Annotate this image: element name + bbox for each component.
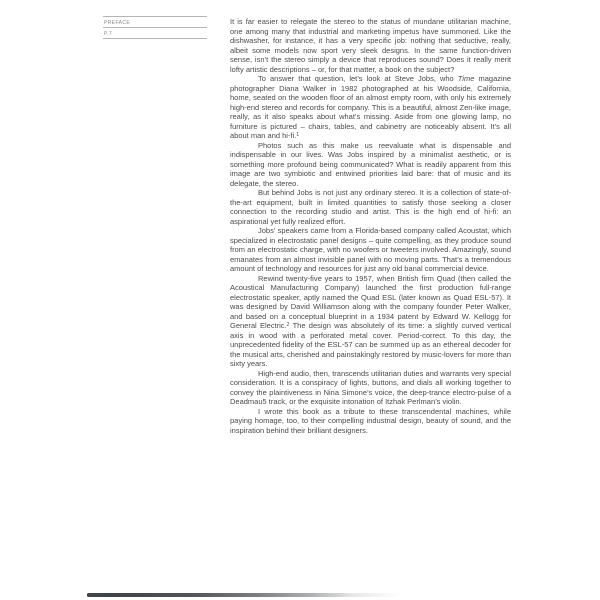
body-paragraph	[230, 74, 511, 141]
body-paragraph	[230, 141, 511, 189]
body-paragraph	[230, 369, 511, 407]
text-run: But behind Jobs is not just any ordinary stereo. It is a collection of state-of-the-art equipment, built in limited quantities to satisfy those seeking a closer connection to the recording studio and artist. This is the high end of hi-fi: an aspirational yet fully realized effort.	[230, 188, 511, 226]
page-number: P.7	[103, 28, 207, 39]
body-text	[230, 17, 511, 435]
body-paragraph	[230, 274, 511, 369]
text-run: Jobs’ speakers came from a Florida-based company called Acoustat, which specialized in electrostatic panel designs – quite compelling, as they produce sound from an electrostatic charge, with no woofers or tweeters involved. Amazingly, sound emanates from an almost invisible panel with no moving parts. That’s a tremendous amount of technology and resources for just any old banal commercial device.	[230, 226, 511, 273]
text-run: To answer that question, let’s look at Steve Jobs, who	[258, 74, 458, 83]
body-paragraph	[230, 226, 511, 274]
page-edge-shadow	[87, 593, 400, 597]
body-paragraph	[230, 17, 511, 74]
footnote-marker: 2	[286, 322, 290, 328]
text-run: High-end audio, then, transcends utilitarian duties and warrants very special consideration. It is a conspiracy of lights, buttons, and dials all working together to convey the plaintiveness in Nina Simone’s voice, the deep-trance electro-pulse of a Deadmau5 track, or the exquisite intonation of Itzhak Perlman’s violin.	[230, 368, 511, 406]
body-paragraph	[230, 188, 511, 226]
text-run: I wrote this book as a tribute to these transcendental machines, while paying homage, too, to their compelling industrial design, beauty of sound, and the inspiration behind their brilliant designers.	[230, 406, 511, 435]
text-run: The design was absolutely of its time: a slightly curved vertical axis in wood with a perforated metal cover. Period-correct. To this day, the unprecedented fidelity of the ESL-57 can be summed up as an ethereal decoder for the musical arts, cherished and painstakingly restored by music-lovers for more than sixty years.	[230, 321, 512, 368]
text-run: Rewind twenty-five years to 1957, when British firm Quad (then called the Acoustical Manufacturing Company) launched the first production full-range electrostatic speaker, aptly named the Quad ESL (later known as Quad ESL-57). It was designed by David Williamson along with the company founder Peter Walker, and based on a conceptual blueprint in a 1934 patent by Edward W. Kellogg for General Electric.	[230, 273, 511, 330]
text-run: It is far easier to relegate the stereo to the status of mundane utilitarian machine, one among many that industrial and marketing impetus have summoned. Like the dishwasher, for instance, it has a very specific job: nothing that seductive, really, albeit some models now sport very sleek designs. In the same function-driven sense, isn’t the stereo simply a device that reproduces sound? Does it really merit lofty artistic descriptions – or, for that matter, a book on the subject?	[230, 17, 511, 74]
footnote-marker: 1	[296, 132, 300, 138]
preface-label: PREFACE	[103, 17, 207, 28]
text-run: Photos such as this make us reevaluate what is dispensable and indispensable in our lives. Was Jobs inspired by a minimalist aesthetic, or is something more profound being communicated? What is readily apparent from this image are two symbiotic and entwined priorities laid bare: that of music and its delegate, the stereo.	[230, 140, 511, 188]
italic-text: Time	[457, 74, 475, 83]
body-paragraph	[230, 407, 511, 436]
text-run: magazine photographer Diana Walker in 1982 photographed at his Woodside, California, home, seated on the wooden floor of an almost empty room, with only his extremely high-end stereo and records for company. This is a beautiful, almost Zen-like image, really, as it also speaks about what’s missing. Aside from one glowing lamp, no furniture is pictured – chairs, tables, and cabinetry are noticeably absent. It’s all about man and hi-fi.	[230, 74, 511, 140]
page-header-block	[103, 16, 207, 39]
